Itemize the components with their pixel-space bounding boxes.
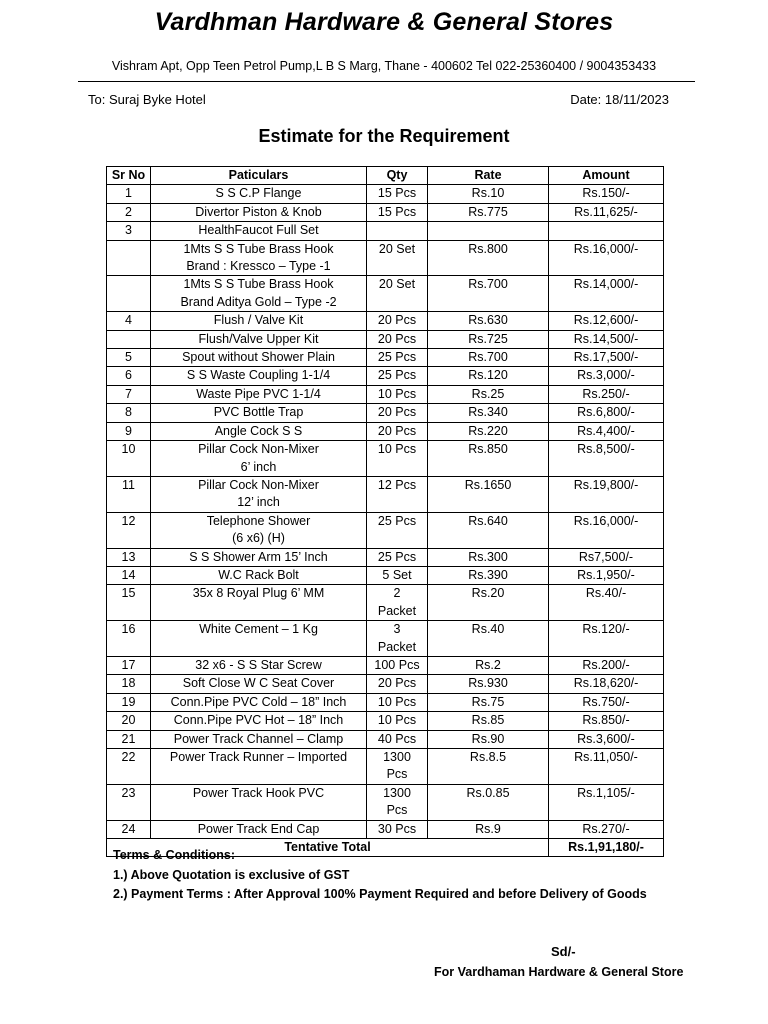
cell-particulars — [151, 675, 367, 693]
table-row — [107, 185, 664, 203]
cell-particulars-line: 32 x6 - S S Star Screw — [195, 657, 322, 672]
cell-particulars-line: Brand Aditya Gold – Type -2 — [180, 294, 337, 309]
cell-sr-no: 11 — [107, 476, 151, 512]
cell-amount: Rs.16,000/- — [549, 512, 664, 548]
cell-sr-no — [107, 276, 151, 312]
cell-sr-no: 21 — [107, 730, 151, 748]
cell-qty-line: Pcs — [386, 803, 408, 818]
cell-qty — [367, 330, 428, 348]
cell-particulars-line: Flush/Valve Upper Kit — [198, 331, 319, 346]
cell-particulars-line: Waste Pipe PVC 1-1/4 — [196, 386, 321, 401]
cell-sr-no: 17 — [107, 656, 151, 674]
cell-qty — [367, 656, 428, 674]
cell-qty-line: 25 Pcs — [377, 549, 417, 564]
cell-rate: Rs.120 — [428, 367, 549, 385]
cell-qty — [367, 512, 428, 548]
table-row — [107, 548, 664, 566]
cell-sr-no: 8 — [107, 404, 151, 422]
cell-amount: Rs.11,625/- — [549, 203, 664, 221]
cell-rate: Rs.75 — [428, 693, 549, 711]
cell-amount: Rs.12,600/- — [549, 312, 664, 330]
table-row — [107, 385, 664, 403]
cell-qty-line: 25 Pcs — [377, 513, 417, 528]
cell-sr-no: 18 — [107, 675, 151, 693]
cell-qty-line: 40 Pcs — [377, 731, 417, 746]
cell-rate: Rs.700 — [428, 349, 549, 367]
cell-rate: Rs.300 — [428, 548, 549, 566]
cell-particulars-line: 6’ inch — [240, 459, 277, 474]
cell-particulars-line: PVC Bottle Trap — [213, 405, 304, 420]
cell-rate: Rs.85 — [428, 712, 549, 730]
cell-qty-line: 10 Pcs — [377, 694, 417, 709]
cell-qty — [367, 693, 428, 711]
table-row — [107, 349, 664, 367]
cell-particulars-line: Pillar Cock Non-Mixer — [198, 442, 319, 457]
cell-sr-no: 7 — [107, 385, 151, 403]
cell-qty — [367, 385, 428, 403]
cell-rate: Rs.930 — [428, 675, 549, 693]
cell-qty — [367, 585, 428, 621]
table-row — [107, 820, 664, 838]
cell-qty-line: 30 Pcs — [377, 821, 417, 836]
company-title: Vardhman Hardware & General Stores — [154, 8, 614, 36]
cell-particulars-line: W.C Rack Bolt — [218, 567, 299, 582]
cell-amount: Rs.8,500/- — [549, 441, 664, 477]
cell-qty — [367, 749, 428, 785]
cell-particulars — [151, 312, 367, 330]
header-rate: Rate — [428, 167, 549, 185]
cell-particulars — [151, 240, 367, 276]
cell-qty-line: 20 Pcs — [377, 313, 417, 328]
cell-particulars-line: 1Mts S S Tube Brass Hook — [183, 241, 334, 256]
cell-particulars-line: Brand : Kressco – Type -1 — [186, 259, 331, 274]
cell-qty-line: 20 Set — [378, 241, 416, 256]
cell-sr-no: 12 — [107, 512, 151, 548]
cell-qty — [367, 240, 428, 276]
cell-particulars-line: Flush / Valve Kit — [213, 313, 304, 328]
table-row — [107, 621, 664, 657]
cell-sr-no: 6 — [107, 367, 151, 385]
table-row — [107, 730, 664, 748]
cell-particulars-line: 1Mts S S Tube Brass Hook — [183, 277, 334, 292]
cell-particulars — [151, 476, 367, 512]
table-row — [107, 675, 664, 693]
cell-particulars — [151, 749, 367, 785]
cell-particulars-line: Conn.Pipe PVC Cold – 18” Inch — [170, 694, 347, 709]
cell-amount: Rs.1,950/- — [549, 566, 664, 584]
cell-rate: Rs.10 — [428, 185, 549, 203]
cell-particulars-line: Soft Close W C Seat Cover — [182, 676, 335, 691]
cell-particulars-line: Conn.Pipe PVC Hot – 18” Inch — [173, 713, 344, 728]
cell-rate: Rs.725 — [428, 330, 549, 348]
cell-particulars — [151, 730, 367, 748]
cell-qty-line: 12 Pcs — [377, 477, 417, 492]
cell-sr-no: 23 — [107, 784, 151, 820]
cell-amount: Rs.3,600/- — [549, 730, 664, 748]
cell-particulars-line: 12’ inch — [237, 495, 280, 510]
cell-particulars-line: 35x 8 Royal Plug 6’ MM — [192, 586, 325, 601]
cell-sr-no — [107, 330, 151, 348]
table-row — [107, 566, 664, 584]
table-row — [107, 276, 664, 312]
cell-qty-line: 10 Pcs — [377, 442, 417, 457]
cell-particulars — [151, 367, 367, 385]
cell-sr-no: 1 — [107, 185, 151, 203]
signature-mark: Sd/- — [551, 944, 576, 959]
cell-sr-no: 15 — [107, 585, 151, 621]
cell-particulars-line: Power Track Runner – Imported — [169, 750, 348, 764]
cell-qty — [367, 820, 428, 838]
cell-amount: Rs.150/- — [549, 185, 664, 203]
header-qty: Qty — [367, 167, 428, 185]
cell-particulars-line: Telephone Shower — [206, 513, 311, 528]
cell-qty-line: 3 — [393, 622, 401, 637]
cell-particulars — [151, 404, 367, 422]
cell-sr-no: 22 — [107, 749, 151, 785]
table-row — [107, 512, 664, 548]
terms-item: 2.) Payment Terms : After Approval 100% Payment Required and before Delivery of Goods — [113, 887, 647, 901]
cell-qty-line: Pcs — [386, 767, 408, 782]
cell-sr-no: 13 — [107, 548, 151, 566]
cell-qty — [367, 203, 428, 221]
cell-rate: Rs.9 — [428, 820, 549, 838]
cell-amount: Rs.14,000/- — [549, 276, 664, 312]
cell-qty — [367, 367, 428, 385]
estimate-table — [106, 166, 664, 857]
cell-sr-no: 4 — [107, 312, 151, 330]
cell-amount: Rs.40/- — [549, 585, 664, 621]
cell-rate — [428, 222, 549, 240]
cell-qty-line: 20 Pcs — [377, 676, 417, 691]
cell-sr-no: 3 — [107, 222, 151, 240]
cell-particulars-line: Angle Cock S S — [214, 423, 303, 438]
cell-qty — [367, 784, 428, 820]
cell-rate: Rs.90 — [428, 730, 549, 748]
cell-particulars — [151, 712, 367, 730]
cell-qty — [367, 441, 428, 477]
total-label: Tentative Total — [107, 839, 549, 857]
table-row — [107, 441, 664, 477]
cell-rate: Rs.0.85 — [428, 784, 549, 820]
cell-particulars — [151, 621, 367, 657]
cell-rate: Rs.2 — [428, 656, 549, 674]
cell-amount: Rs.1,105/- — [549, 784, 664, 820]
header-divider — [78, 81, 695, 82]
table-row — [107, 422, 664, 440]
header-particulars: Paticulars — [151, 167, 367, 185]
table-row — [107, 222, 664, 240]
table-row — [107, 656, 664, 674]
cell-sr-no: 5 — [107, 349, 151, 367]
cell-particulars — [151, 222, 367, 240]
cell-amount: Rs.850/- — [549, 712, 664, 730]
cell-qty-line: 20 Pcs — [377, 423, 417, 438]
cell-particulars-line: S S C.P Flange — [215, 186, 302, 201]
cell-particulars — [151, 656, 367, 674]
cell-particulars — [151, 548, 367, 566]
cell-particulars-line: Power Track Hook PVC — [192, 785, 325, 800]
cell-particulars — [151, 385, 367, 403]
cell-qty — [367, 222, 428, 240]
terms-heading: Terms & Conditions: — [113, 848, 235, 862]
cell-sr-no: 20 — [107, 712, 151, 730]
cell-amount: Rs.3,000/- — [549, 367, 664, 385]
cell-amount — [549, 222, 664, 240]
cell-qty-line: 5 Set — [382, 567, 412, 582]
cell-particulars-line: Divertor Piston & Knob — [195, 204, 322, 219]
table-row — [107, 693, 664, 711]
cell-sr-no: 14 — [107, 566, 151, 584]
cell-rate: Rs.1650 — [428, 476, 549, 512]
table-row — [107, 330, 664, 348]
cell-amount: Rs7,500/- — [549, 548, 664, 566]
table-row — [107, 585, 664, 621]
cell-qty-line: 1300 — [383, 785, 411, 800]
cell-qty — [367, 422, 428, 440]
cell-amount: Rs.270/- — [549, 820, 664, 838]
cell-particulars-line: (6 x6) (H) — [232, 531, 285, 546]
cell-rate: Rs.40 — [428, 621, 549, 657]
cell-amount: Rs.14,500/- — [549, 330, 664, 348]
terms-section — [113, 846, 647, 905]
cell-sr-no: 2 — [107, 203, 151, 221]
cell-qty — [367, 312, 428, 330]
cell-qty — [367, 621, 428, 657]
company-address: Vishram Apt, Opp Teen Petrol Pump,L B S Marg, Thane - 400602 Tel 022-25360400 / 9004353433 — [111, 59, 657, 73]
cell-rate: Rs.800 — [428, 240, 549, 276]
cell-rate: Rs.8.5 — [428, 749, 549, 785]
cell-qty-line: 25 Pcs — [377, 350, 417, 365]
cell-qty — [367, 349, 428, 367]
cell-sr-no: 24 — [107, 820, 151, 838]
estimate-date: Date: 18/11/2023 — [570, 92, 669, 107]
table-row — [107, 404, 664, 422]
cell-rate: Rs.775 — [428, 203, 549, 221]
table-row — [107, 784, 664, 820]
cell-particulars — [151, 784, 367, 820]
cell-rate: Rs.220 — [428, 422, 549, 440]
table-row — [107, 312, 664, 330]
cell-particulars — [151, 441, 367, 477]
cell-particulars — [151, 185, 367, 203]
cell-particulars — [151, 276, 367, 312]
cell-particulars — [151, 693, 367, 711]
cell-rate: Rs.20 — [428, 585, 549, 621]
cell-amount: Rs.200/- — [549, 656, 664, 674]
table-row — [107, 240, 664, 276]
cell-amount: Rs.120/- — [549, 621, 664, 657]
cell-particulars — [151, 330, 367, 348]
cell-rate: Rs.640 — [428, 512, 549, 548]
cell-sr-no: 10 — [107, 441, 151, 477]
cell-qty — [367, 730, 428, 748]
cell-qty — [367, 404, 428, 422]
cell-qty — [367, 476, 428, 512]
cell-amount: Rs.4,400/- — [549, 422, 664, 440]
cell-particulars-line: S S Shower Arm 15’ Inch — [189, 549, 328, 564]
cell-qty-line: 10 Pcs — [377, 713, 417, 728]
cell-qty-line: 20 Pcs — [377, 405, 417, 420]
table-row — [107, 203, 664, 221]
cell-particulars — [151, 203, 367, 221]
cell-particulars-line: Power Track End Cap — [197, 821, 320, 836]
cell-particulars — [151, 349, 367, 367]
cell-qty-line: 2 — [393, 586, 401, 601]
cell-amount: Rs.750/- — [549, 693, 664, 711]
cell-rate: Rs.25 — [428, 385, 549, 403]
header-sr-no: Sr No — [107, 167, 151, 185]
header-amount: Amount — [549, 167, 664, 185]
cell-particulars — [151, 512, 367, 548]
cell-qty-line: 25 Pcs — [377, 368, 417, 383]
cell-particulars-line: S S Waste Coupling 1-1/4 — [186, 368, 331, 383]
table-row — [107, 476, 664, 512]
cell-particulars-line: HealthFaucot Full Set — [198, 223, 319, 238]
cell-qty-line: 100 Pcs — [374, 657, 420, 672]
cell-qty-line: Packet — [377, 639, 417, 654]
cell-qty-line: 20 Set — [378, 277, 416, 292]
cell-particulars — [151, 585, 367, 621]
cell-qty-line: 15 Pcs — [377, 186, 417, 201]
terms-item: 1.) Above Quotation is exclusive of GST — [113, 867, 350, 882]
cell-particulars-line: Pillar Cock Non-Mixer — [198, 477, 319, 492]
cell-qty-line: 15 Pcs — [377, 204, 417, 219]
cell-particulars-line: Spout without Shower Plain — [182, 350, 335, 365]
cell-particulars — [151, 566, 367, 584]
cell-sr-no: 19 — [107, 693, 151, 711]
cell-rate: Rs.340 — [428, 404, 549, 422]
cell-amount: Rs.18,620/- — [549, 675, 664, 693]
cell-qty-line: 1300 — [383, 750, 411, 764]
total-amount: Rs.1,91,180/- — [549, 839, 664, 857]
table-row — [107, 712, 664, 730]
cell-qty-line: Packet — [377, 603, 417, 618]
cell-rate: Rs.390 — [428, 566, 549, 584]
cell-amount: Rs.11,050/- — [549, 749, 664, 785]
cell-rate: Rs.850 — [428, 441, 549, 477]
cell-amount: Rs.19,800/- — [549, 476, 664, 512]
cell-particulars-line: White Cement – 1 Kg — [199, 622, 318, 637]
cell-amount: Rs.6,800/- — [549, 404, 664, 422]
cell-rate: Rs.630 — [428, 312, 549, 330]
cell-qty — [367, 712, 428, 730]
cell-amount: Rs.17,500/- — [549, 349, 664, 367]
cell-qty-line: 10 Pcs — [377, 386, 417, 401]
cell-sr-no: 9 — [107, 422, 151, 440]
cell-rate: Rs.700 — [428, 276, 549, 312]
estimate-title: Estimate for the Requirement — [258, 126, 510, 146]
table-row — [107, 749, 664, 785]
table-row — [107, 367, 664, 385]
cell-sr-no: 16 — [107, 621, 151, 657]
cell-qty — [367, 548, 428, 566]
cell-particulars — [151, 820, 367, 838]
cell-particulars-line: Power Track Channel – Clamp — [173, 731, 344, 746]
cell-qty — [367, 276, 428, 312]
cell-qty — [367, 675, 428, 693]
cell-amount: Rs.250/- — [549, 385, 664, 403]
cell-sr-no — [107, 240, 151, 276]
cell-amount: Rs.16,000/- — [549, 240, 664, 276]
recipient: To: Suraj Byke Hotel — [88, 92, 206, 107]
table-header-row — [107, 167, 664, 185]
cell-particulars — [151, 422, 367, 440]
signature-line: For Vardhaman Hardware & General Store — [434, 965, 684, 979]
cell-qty — [367, 566, 428, 584]
cell-qty — [367, 185, 428, 203]
cell-qty-line: 20 Pcs — [377, 331, 417, 346]
